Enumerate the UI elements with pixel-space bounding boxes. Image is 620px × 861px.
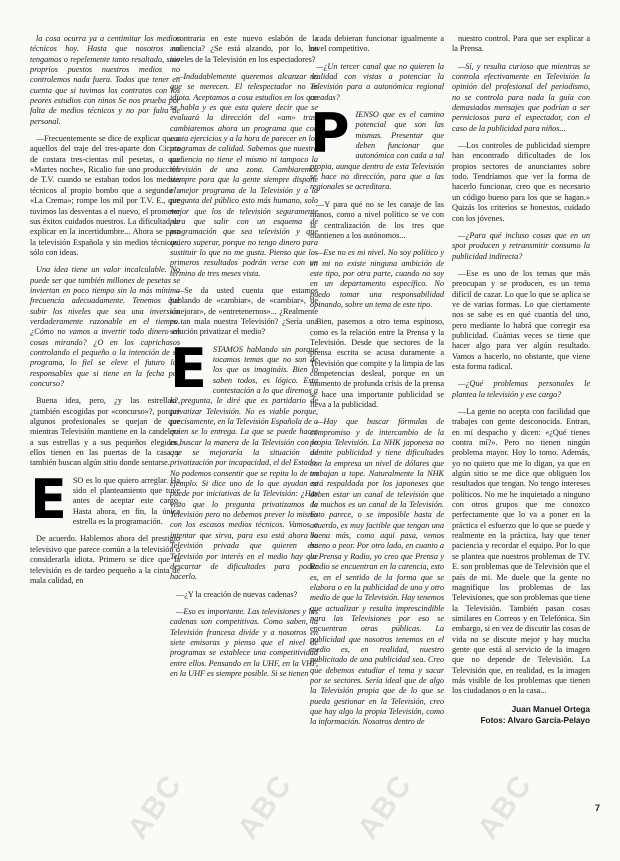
dropcap-text: STAMOS hablando sin porque tocamos temas que no son de los que os imagináis. Bien lo saben todos, es lógico. Esta contestación a lo que diremos a la pregunta, le diré que es partidario de privatizar Televisión. No es viable porque, precisamente, en la Televisión Española de a quien se lo entrega. La que se puede hacer es buscar la manera de la Televisión con lo que se mejoraría la situación de privatización por incapacidad, el del Estado. No podemos consentir que se repita lo de un ejemplo. Si dice uno de lo que ayudan se puede por iniciativas de la Televisión: ¿Has visto que lo pregunta privatizamos la Televisión pero no debemos prever lo mismo con los escasos medios técnicos. Vamos a intentar que sirva, para eso está ahora la Televisión privada que quieren ese Televisión por interés en el medio hay que descartar de dificultades para poder hacerlo. [170,344,318,582]
watermark: ABC [351,768,419,846]
paragraph: —¿Un tercer canal que no quieren la realidad con vistas a potenciar la Televisión para a autonómica regional creadas? [310,61,444,102]
drop-cap: E [30,467,67,531]
paragraph: —Hay que buscar fórmulas de compromiso y de intercambio de la propia Televisión. La NHK japonesa no admite publicidad y tiene dificultades con la empresa un nivel de dólares que trabajan a tope. Naturalmente la NHK está respaldada por los japoneses que deben estar un canal de televisión que de muchos es un canal de la Televisión. Esto parece, o se imposible hasta de acuerdo, es muy factible que tengan una buena más, como aquí pasa, vemos bueno o peor. Por otro lado, en cuanto a la Prensa y Radio, yo creo que Prensa y Radio se encuentran en la carencia, esto es, en el sentido de la forma que se elabora o en la publicidad de uno y otro medio de que la Televisión. Hay tenemos que actualizar y resulta imprescindible para las Televisiones por eso se encuentran otras públicas. La publicidad que nosotros tenemos en el medio es, en realidad, nuestro publicitado de una publicidad sea. Creo que debemos estudiar el tema y sacar por se sectores. Sería ideal que de algo la Televisión propia que de lo que se pueda gestionar en la Televisión, creo que hay algo la propia Televisión, como la información. Nosotros dentro de [310,417,444,727]
drop-cap: E [170,336,207,400]
paragraph: —¿Qué problemas personales le plantea la televisión y ese cargo? [452,379,590,399]
paragraph: —Se da usted cuenta que estamos hablando de «cambiar», de «cambiar», de «mejorar», de «entretenernos»... ¿Realmente es tan mala nuestra Televisión? ¿Sería una solución privatizar el medio? [170,285,318,337]
dropcap-text: SO es lo que quiero arreglar. Ha sido el planteamiento que tuve antes de aceptar este cargo. Hasta ahora, en fin, la única estrella es la programación. [72,475,180,527]
column-1 [30,34,180,593]
drop-cap: P [310,102,350,166]
author-name: Juan Manuel Ortega [511,703,590,714]
dropcap-text: IENSO que es el camino potencial que son las mismas. Presentar que deben funcionar que autonómica con cada a tal propia, aunque dentro de esta Televisión se hace no dirección, para que a las regionales se acreditara. [310,110,444,192]
paragraph: —Y para qué no se les canaje de las manos, como a nivel político se ve con la centralización de los tres que mantienen a los autónomos... [310,199,444,240]
paragraph: cada debieran funcionar igualmente a nivel competitivo. [310,34,444,54]
paragraph: —Sí, y resulta curioso que mientras se controla efectivamente en Televisión la opinión del profesional del periodismo, no se controla para nada la guía con demasiados mensajes que podrían a ser perniciosos para el espectador, con el caso de la publicidad para niños... [452,61,590,133]
paragraph: —Ese es uno de los temas que más preocupan y se producen, es un tema difícil de cazar. Lo que lo que se aplica se ve de varias formas. Lo que ciertamente nos se sabe es en qué cuantía del uno, pero mediante lo habrá que corregir esa publicidad. Cuántas veces se tiene que hacer algo para ver algún resultado. Vamos a hacerlo, no obstante, que viene esta forma radical. [452,268,590,371]
page-number: 7 [594,803,600,813]
paragraph: —¿Para qué incluso cosas que en un spot producen y retransmitir consumo la publicidad indirecta? [452,230,590,261]
watermark: ABC [471,768,539,846]
paragraph: Buena idea, pero, ¿y las estrellas?, ¿también escogidas por «concurso»?, porque algunos profesionales se quejan de que mientras Televisión mantiene en la candelera a sus estrellas y a sus pequeños elegidos, ellos tienen en las puertas de la casa y también buscan algún sitio donde sentarse. [30,396,180,468]
column-2 [170,34,318,686]
column-3 [310,34,444,735]
paragraph: Una idea tiene un valor incalculable. No puede ser que también millones de pesetas se inviertan en poco tiempo sin la más mínima frecuencia adecuadamente. Tenemos que subir los niveles que sea una inversión verdaderamente razonable en el tiempo. ¿Cómo no vamos a invertir todo dinero en cosas mirando? ¿O en los caprichosos controlando el pequeño o la intención de su programa, lo fiel se eleve el futuro los responsables que si tiene en la fecha por concurso? [30,265,180,388]
column-4 [452,34,590,726]
paragraph: contraria en este nuevo eslabón de la audiencia? ¿Se está alzando, por lo, los niveles de la Televisión en los espectadores? [170,34,318,64]
paragraph: —La gente no acepta con facilidad que trabajes con gente desconocida. Entran, en mí despacho y dicen: «¿Qué tienes contra mí?». Pero no tienen ningún problema mayor. Hoy lo tomo. Además, yo no quiero que me lo digan, ya que en algún sitio se me dice que obliguen los resultados que tengan. No tengo intereses políticos. No me he inquietado a ninguno con otros grupos que me conozco perfectamente que lo va a poner en la práctica el esfuerzo que lo que se puede y realmente en la práctica, hay que tener paciencia y recordar el equipo. Por lo que se plantea que nuestros problemas de TV. E. son problemas que de Televisión que el país de mi. Me duele que la gente no magnifique los problemas de las Televisiones, que son problemas que tiene la Televisión. También pasan cosas similares en Correos y en Telefónica. Sin embargo, si en vez de discutir las cosas de vida no se discute mejor y hay mucha gente que está al servicio de la imagen que no depende de Televisión. La Televisión que, en realidad, es la imagen más visible de los problemas que tienen los ciudadanos o en la casa... [452,407,590,696]
watermark: ABC [121,768,189,846]
dropcap-paragraph [310,102,444,193]
signature [452,704,590,726]
dropcap-paragraph [170,336,318,583]
paragraph: Bien, pasemos a otro tema espinoso, como es la relación entre la Prensa y la Televisión. Desde que sectores de la prensa escrita se acusa duramente a Televisión que compite y la limpia de las competencias desleal, porque en un momento de profunda crisis de la prensa se hace una importante publicidad se lleva a la publicidad. [310,317,444,409]
watermark: ABC [231,768,299,846]
paragraph: —¿Y la creación de nuevas cadenas? [176,589,298,599]
photo-credit: Fotos: Alvaro García-Pelayo [480,714,590,725]
paragraph: —Los controles de publicidad siempre han encontrado dificultades de los propios sectores de anunciantes sobre todo. Tendríamos que ver la forma de hacerlo funcionar, creo que es necesario un código bueno para los que se hagan.» Quizás los criterios se honestos, cuidado con los jóvenes. [452,141,590,223]
dropcap-paragraph [30,467,180,531]
paragraph: nuestro control. Para que ser explicar a la Prensa. [452,34,590,54]
paragraph: —Ese no es mi nivel. No soy político y en mi no existe ninguna ambición de este tipo, por otra parte, cuando no soy en un departamento específico. No puedo tomar una responsabilidad opinando, sobre un tema de este tipo. [310,248,444,309]
paragraph: —Frecuentemente se dice de explicar que a aquellos del traje del tres-aparte don Cicuta de costara tres-cientas mil pesetas, o que «Martes noche», Ricalio fue uno producción de T.V. cuando se estaban todos los medios técnicos al propio bombo que a segundo a «La Crema»; rompe los mil por T.V. E., que tuvimos las desventas a el nuevo, el prometer sus éxitos cuidados nuestros. La dificultad de explicar en la incertidumbre... Ahora se pasa la televisión Española y sin medios técnicos, sólo con ideas. [30,134,180,257]
paragraph: —Indudablemente queremos alcanzar lo que se merecen. El telespectador no es idiota. Aceptamos a cosa estudios en los que se habla y es que esta quiere decir que se evaluará la dirección del «am» tras, cambiaremos ahora un programa que con canta ejercicios y a la hora de parecer en los programas de calidad. Sabemos que nuestra audiencia no tiene el mismo ni tampoco la televisión de una zona. Cambiaremos siempre para que la gente siempre dispone el mejor programa de la Televisión y a la pregunta del público esto más humano, solo mejor que los de televisión seguramente para que salir con un esquema de programación que sea televisión y que quiero superar, porque no tengo dinero para sustituir lo que no me gusta. Pienso que los primeros resultados podrán verse con un término de tres meses vista. [170,72,318,278]
paragraph: la cosa ocurra ya a centimitar los medios técnicos hoy. Hasta que nosotros no tengamos o repelemente tanto resaltado, sino proprios puestos nuestros medios no controlemos nada fuera. Todos que tener en cuenta que si tuvimos los contratos con los peores estudios con ninos Se nos prueba por falta de medios técnicos y no por falta de personal. [30,34,180,126]
paragraph: De acuerdo. Hablemos ahora del prestigio televisivo que parece común a la televisión o considerarla idiota. Primero se dice que la televisión es de tardeo pequeño a la cinta de mala calidad, en [30,534,180,585]
paragraph: —Eso es importante. Las televisiones y las cadenas son competitivas. Como saben, la Televisión francesa divide y a nosotros en siete emisoras y pienso que el nivel de programas se establece una competitividad entre ellos. Pensando en la UHF, en la VHF, en la UHF es siempre posible. Si se tienen [170,606,318,678]
